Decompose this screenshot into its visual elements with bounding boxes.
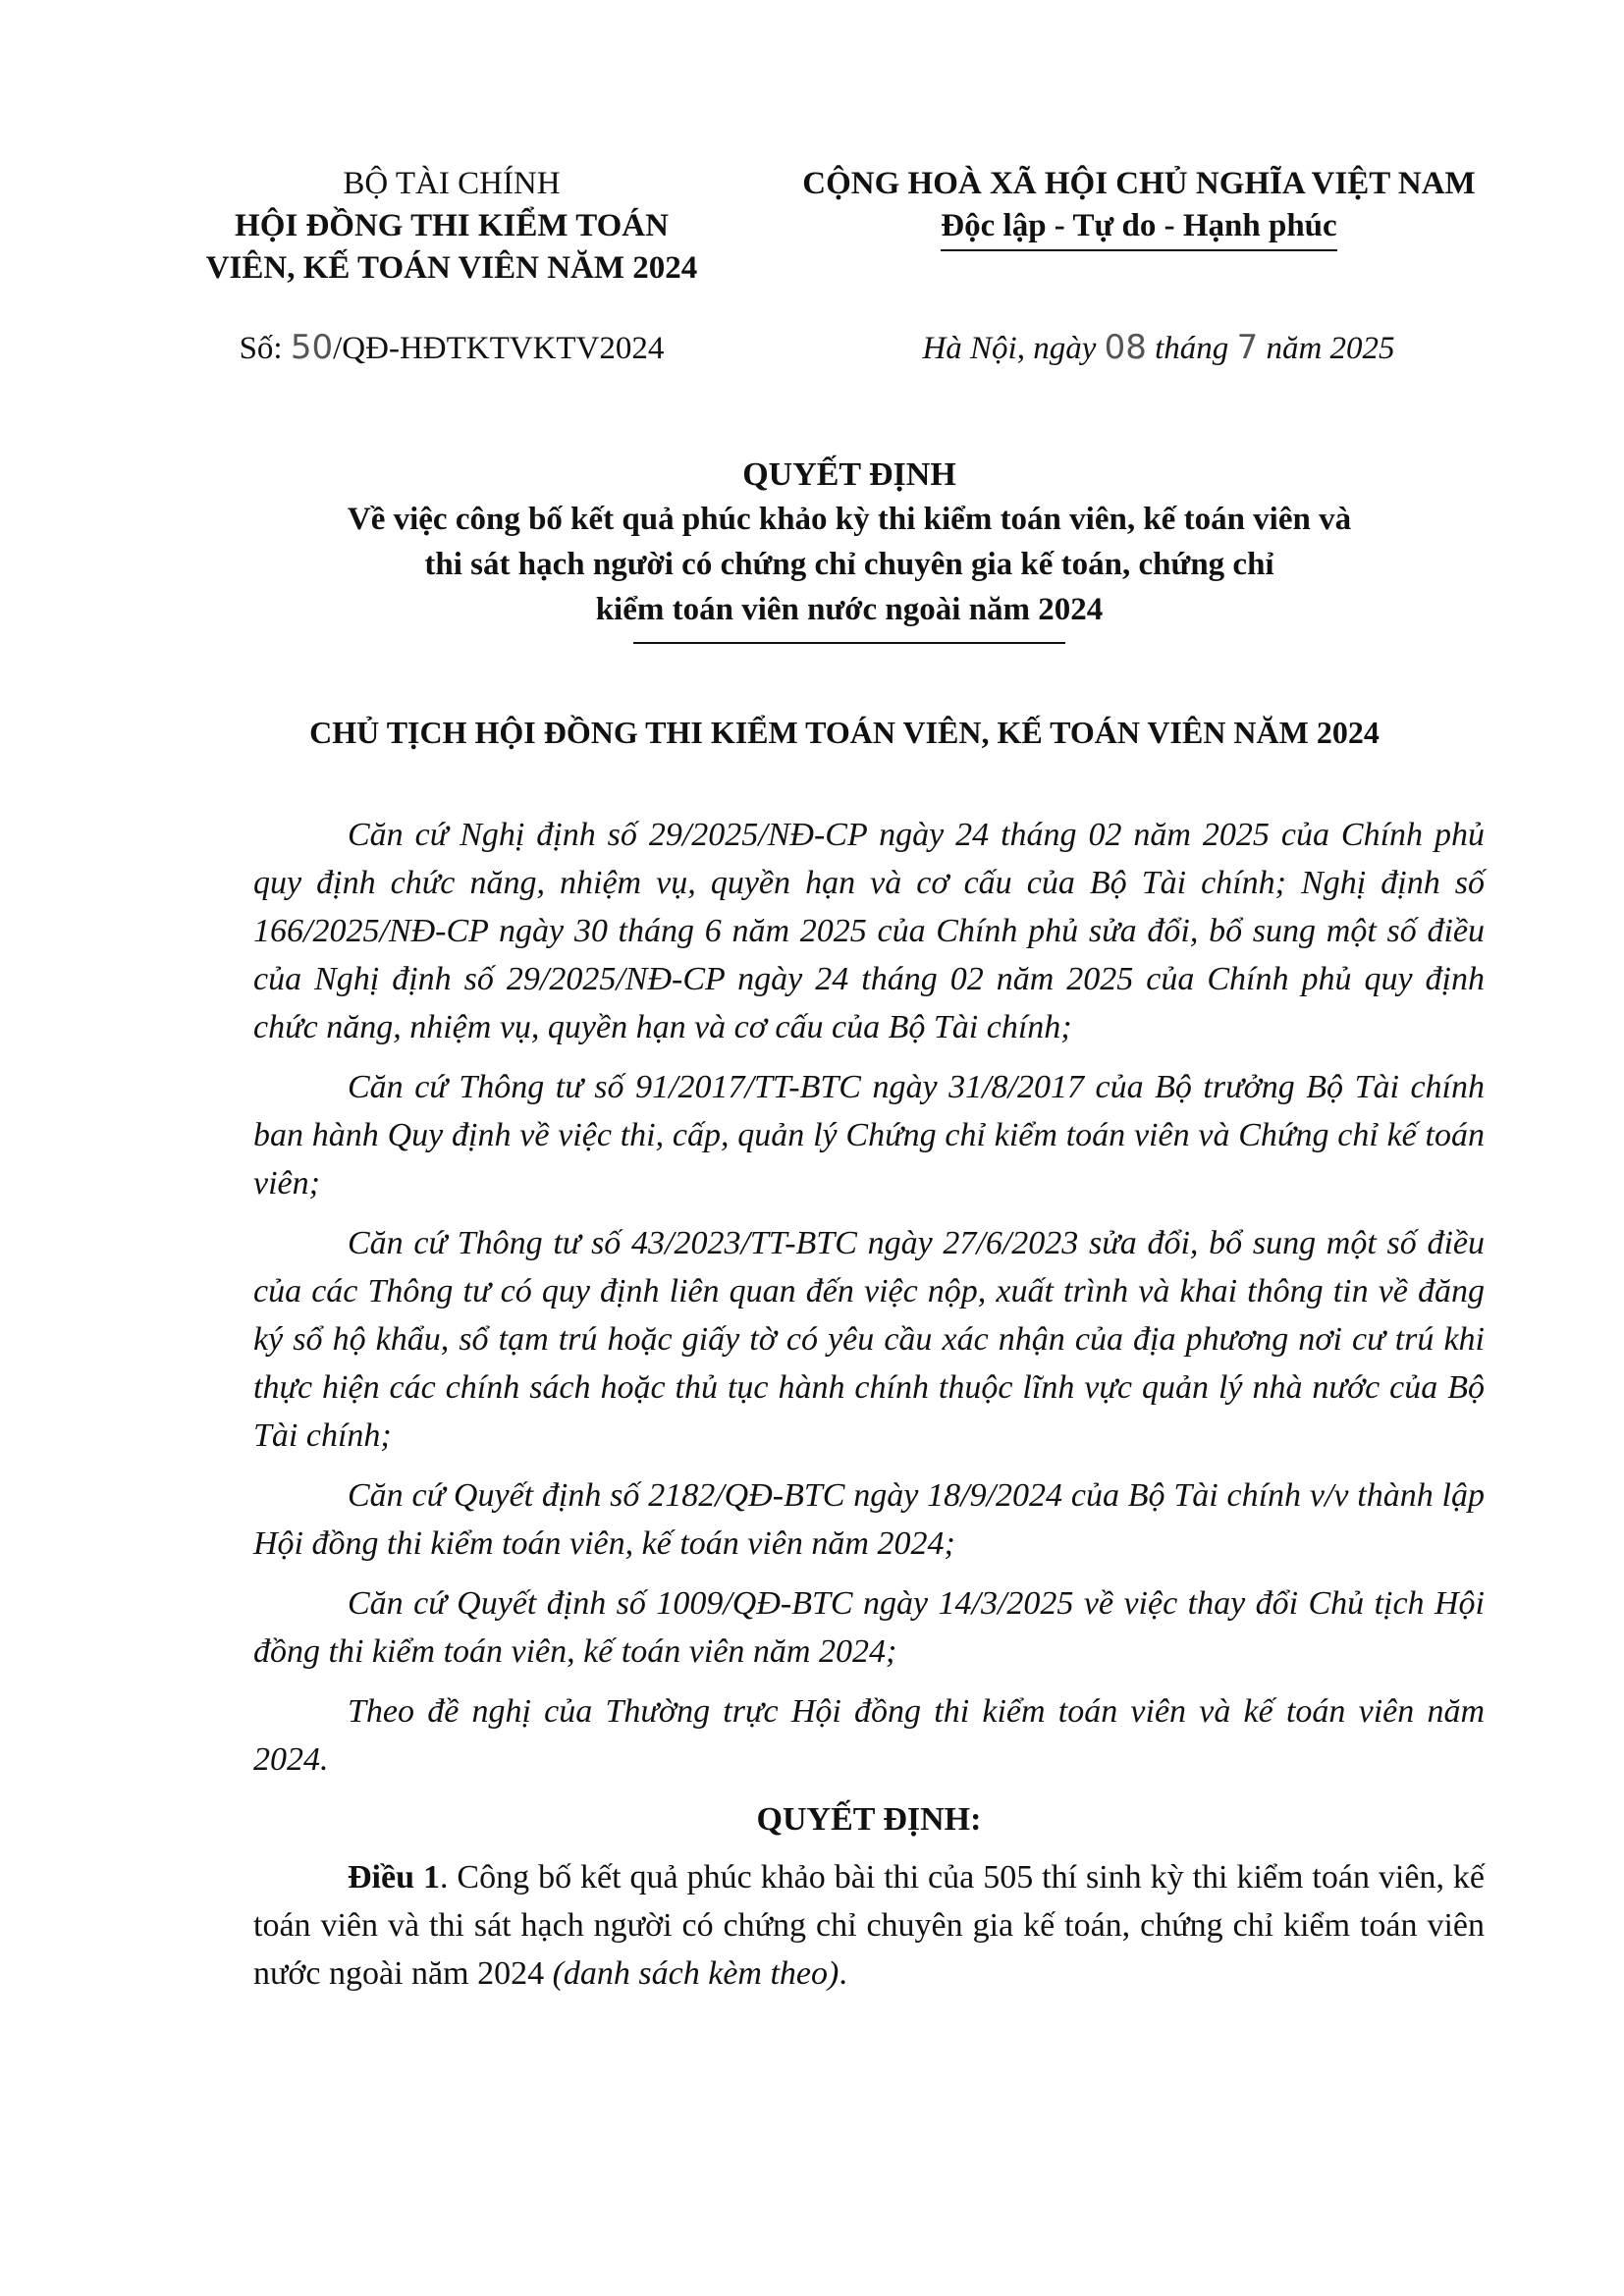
article-1 [253,1853,1485,1998]
number-prefix: Số: [239,331,283,366]
legal-basis-paragraph: Căn cứ Quyết định số 2182/QĐ-BTC ngày 18/9/2024 của Bộ Tài chính v/v thành lập Hội đồng thi kiểm toán viên, kế toán viên năm 2024; [253,1477,1485,1562]
title-divider [633,642,1065,644]
legal-basis-paragraph: Theo đề nghị của Thường trực Hội đồng thi kiểm toán viên và kế toán viên năm 2024. [253,1693,1485,1778]
article-1-note: (danh sách kèm theo) [552,1955,839,1992]
ministry-name: BỘ TÀI CHÍNH [343,166,561,201]
document-body [253,811,1485,1998]
document-number [157,328,746,367]
national-motto: Độc lập - Tự do - Hạnh phúc [941,205,1336,251]
article-1-label: Điều 1 [348,1859,440,1896]
council-name-line1: HỘI ĐỒNG THI KIỂM TOÁN [235,208,669,243]
article-1-text: . Công bố kết quả phúc khảo bài thi của 505 thí sinh kỳ thi kiểm toán viên, kế toán viên và thi sát hạch người có chứng chỉ chuyên gia kế toán, chứng chỉ kiểm toán viên nước ngoài năm 2024 [253,1859,1485,1992]
number-suffix: /QĐ-HĐTKTVKTV2024 [333,331,665,366]
decision-title: QUYẾT ĐỊNH [742,456,956,493]
article-1-end: . [839,1955,847,1992]
issuer-block [157,163,746,290]
legal-basis-paragraph: Căn cứ Thông tư số 91/2017/TT-BTC ngày 31/8/2017 của Bộ trưởng Bộ Tài chính ban hành Quy định về việc thi, cấp, quản lý Chứng chỉ kiểm toán viên và Chứng chỉ kế toán viên; [253,1069,1485,1201]
handwritten-number: 50 [290,328,334,367]
issuing-authority: CHỦ TỊCH HỘI ĐỒNG THI KIỂM TOÁN VIÊN, KẾ TOÁN VIÊN NĂM 2024 [309,715,1380,750]
decision-subject-line1: Về việc công bố kết quả phúc khảo kỳ thi kiểm toán viên, kế toán viên và [347,502,1352,537]
council-name-line2: VIÊN, KẾ TOÁN VIÊN NĂM 2024 [205,250,698,286]
date-prefix: Hà Nội, ngày [922,331,1097,366]
decision-title-block [245,454,1453,644]
decision-subject-line3: kiểm toán viên nước ngoài năm 2024 [595,592,1104,627]
handwritten-day: 08 [1104,328,1147,367]
decide-heading: QUYẾT ĐỊNH: [756,1801,982,1838]
national-header [756,163,1522,251]
handwritten-month: 7 [1236,328,1259,367]
legal-basis-paragraph: Căn cứ Quyết định số 1009/QĐ-BTC ngày 14/3/2025 về việc thay đổi Chủ tịch Hội đồng thi kiểm toán viên, kế toán viên năm 2024; [253,1585,1485,1670]
document-date [785,328,1532,367]
decision-subject-line2: thi sát hạch người có chứng chỉ chuyên gia kế toán, chứng chỉ [424,547,1274,582]
legal-basis-paragraph: Căn cứ Thông tư số 43/2023/TT-BTC ngày 27/6/2023 sửa đổi, bổ sung một số điều của các Thông tư có quy định liên quan đến việc nộp, xuất trình và khai thông tin về đăng ký sổ hộ khẩu, sổ tạm trú hoặc giấy tờ có yêu cầu xác nhận của địa phương nơi cư trú khi thực hiện các chính sách hoặc thủ tục hành chính thuộc lĩnh vực quản lý nhà nước của Bộ Tài chính; [253,1225,1485,1454]
legal-basis-paragraph: Căn cứ Nghị định số 29/2025/NĐ-CP ngày 24 tháng 02 năm 2025 của Chính phủ quy định chức năng, nhiệm vụ, quyền hạn và cơ cấu của Bộ Tài chính; Nghị định số 166/2025/NĐ-CP ngày 30 tháng 6 năm 2025 của Chính phủ sửa đổi, bổ sung một số điều của Nghị định số 29/2025/NĐ-CP ngày 24 tháng 02 năm 2025 của Chính phủ quy định chức năng, nhiệm vụ, quyền hạn và cơ cấu của Bộ Tài chính; [253,817,1485,1045]
date-month-label: tháng [1155,331,1229,366]
country-name: CỘNG HOÀ XÃ HỘI CHỦ NGHĨA VIỆT NAM [802,166,1476,201]
date-year: năm 2025 [1266,331,1395,366]
